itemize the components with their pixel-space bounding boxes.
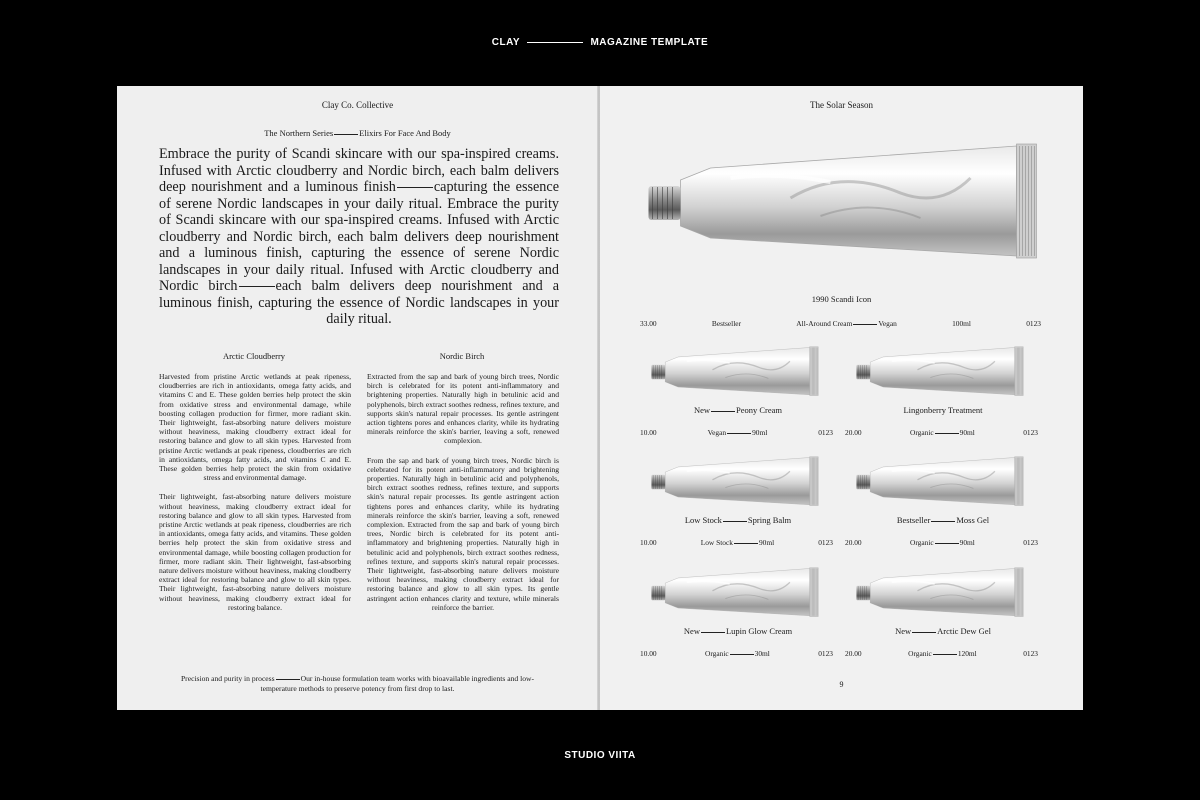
product-meta-row (640, 428, 833, 437)
em-dash (276, 679, 300, 680)
studio-credit: STUDIO VIITA (564, 750, 636, 761)
em-dash (853, 324, 877, 325)
page-title: The Solar Season (810, 100, 873, 110)
em-dash (730, 654, 754, 655)
em-dash (723, 521, 747, 522)
product-meta-row (845, 649, 1038, 658)
product-price: 20.00 (845, 538, 862, 547)
hero-tag: Bestseller (711, 319, 742, 328)
column-cloudberry (159, 372, 351, 622)
product-name-right: Lingonberry Treatment (903, 405, 983, 415)
lead-part-1: Embrace the purity of Scandi skincare with our spa-inspired creams. Infused with Arctic cloudberry and Nordic birch, each balm delivers deep nourishment and a luminous finish (159, 146, 559, 195)
product-tube-icon (648, 565, 820, 621)
page-header (0, 37, 1200, 48)
product-attributes (910, 428, 975, 437)
product-name-right: Moss Gel (956, 515, 990, 525)
product-name (638, 515, 838, 525)
hero-meta-row (640, 319, 1041, 328)
em-dash (239, 286, 275, 287)
product-name-left: New (693, 405, 710, 415)
product-attr-right: 90ml (959, 538, 975, 547)
product-tube-icon (853, 565, 1025, 621)
cloudberry-paragraph-1: Harvested from pristine Arctic wetlands at peak ripeness, cloudberries are rich in antioxidants, omega fatty acids, and vitamins C and E. These golden berries help protect the skin from oxidative stress and environmental damage, while boosting collagen production for firmer, more radiant skin. Their lightweight, fast-absorbing nature delivers moisture without heaviness, making cloudberry extract ideal for restoring balance and glow to all skin types. Harvested from pristine Arctic wetlands at peak ripeness, cloudberries are rich in antioxidants, omega fatty acids, and vitamins C and E. These golden berries help protect the skin from oxidative stress and environmental damage. (159, 372, 351, 483)
em-dash (711, 411, 735, 412)
cloudberry-paragraph-2: Their lightweight, fast-absorbing nature delivers moisture without heaviness, making cloudberry extract ideal for restoring balance and glow to all skin types. Harvested from pristine Arctic wetlands at peak ripeness, cloudberries are rich in antioxidants, omega fatty acids, and vitamins. These golden berries help protect the skin from oxidative stress and environmental damage, while boosting collagen production for firmer, more radiant skin. Their lightweight, fast-absorbing nature delivers moisture without heaviness, making cloudberry extract ideal for restoring balance and glow to all skin types. Their lightweight, fast-absorbing nature delivers moisture without heaviness, making cloudberry extract ideal for restoring balance. (159, 492, 351, 612)
column-title-cloudberry: Arctic Cloudberry (222, 351, 286, 361)
header-subtitle: MAGAZINE TEMPLATE (590, 37, 709, 48)
product-tube-icon (648, 454, 820, 510)
hero-desc-right: Vegan (878, 319, 897, 328)
product-name-left: Bestseller (896, 515, 931, 525)
em-dash (935, 433, 959, 434)
product-name-right: Arctic Dew Gel (937, 626, 991, 636)
lead-part-2: capturing the essence of serene Nordic landscapes in your daily ritual. Embrace the purity of Scandi skincare with our spa-inspired creams. Infused with Arctic cloudberry and Nordic birch, each balm delivers deep nourishment and a luminous finish, capturing the essence of serene Nordic landscapes in your daily ritual. Infused with Arctic cloudberry and Nordic birch (159, 179, 559, 294)
product-attr-left: Organic (909, 538, 934, 547)
product-attr-right: 90ml (959, 428, 975, 437)
product-price: 10.00 (640, 428, 657, 437)
em-dash (334, 134, 358, 135)
product-code: 0123 (1023, 649, 1038, 658)
hero-caption: 1990 Scandi Icon (811, 294, 872, 304)
product-name (843, 405, 1043, 415)
em-dash (727, 433, 751, 434)
product-attr-left: Low Stock (700, 538, 733, 547)
product-attr-right: 30ml (754, 649, 770, 658)
series-right: Elixirs For Face And Body (359, 128, 451, 138)
product-meta-row (640, 649, 833, 658)
em-dash (931, 521, 955, 522)
product-attributes (705, 649, 770, 658)
product-attr-left: Vegan (707, 428, 727, 437)
product-name-left: New (895, 626, 912, 636)
series-left: The Northern Series (264, 128, 334, 138)
header-rule (527, 42, 583, 43)
product-price: 20.00 (845, 428, 862, 437)
product-attributes (708, 428, 768, 437)
lead-paragraph (159, 146, 559, 328)
product-price: 20.00 (845, 649, 862, 658)
product-price: 10.00 (640, 649, 657, 658)
product-name-left: Low Stock (684, 515, 722, 525)
hero-size: 100ml (952, 319, 971, 328)
left-page (117, 86, 598, 710)
product-name (843, 515, 1043, 525)
product-name (843, 626, 1043, 636)
product-code: 0123 (1023, 538, 1038, 547)
product-attr-left: Organic (909, 428, 934, 437)
product-attr-left: Organic (908, 649, 932, 658)
hero-desc (796, 319, 897, 328)
closing-title: Precision and purity in process (180, 674, 275, 683)
product-name-left: New (683, 626, 700, 636)
product-attributes (910, 538, 975, 547)
lead-part-3: each balm delivers deep nourishment and a luminous finish, capturing the essence of Nordic landscapes in your daily ritual. (159, 278, 559, 327)
birch-paragraph-1: Extracted from the sap and bark of young birch trees, Nordic birch is celebrated for its potent anti-inflammatory and brightening properties. Naturally high in betulinic acid and polyphenols, birch extract soothes redness, refines texture, and supports skin's natural repair processes. Its gentle astringent action tightens pores and enhances clarity, while its hydrating minerals reinforce the skin's barrier, leaving a soft, renewed complexion. (367, 372, 559, 446)
hero-price: 33.00 (640, 319, 657, 328)
product-code: 0123 (818, 428, 833, 437)
product-name-right: Spring Balm (747, 515, 792, 525)
birch-paragraph-2: From the sap and bark of young birch trees, Nordic birch is celebrated for its potent anti-inflammatory and brightening properties. Naturally high in betulinic acid and polyphenols, birch extract soothes redness, refines texture, and supports skin's natural repair processes. Its gentle astringent action tightens pores and enhances clarity, while its hydrating minerals reinforce the skin's barrier, leaving a soft, renewed complexion. Extracted from the sap and bark of young birch trees, Nordic birch is celebrated for its potent anti-inflammatory and brightening properties. Naturally high in betulinic acid and polyphenols, birch extract soothes redness, refines texture, and supports skin's natural repair processes. Their lightweight, fast-absorbing nature delivers moisture without heaviness, making cloudberry extract ideal for restoring balance and glow to all skin types. Its gentle astringent action enhances clarity and texture, while minerals reinforce the barrier. (367, 455, 559, 612)
product-code: 0123 (818, 538, 833, 547)
product-name-right: Peony Cream (736, 405, 783, 415)
em-dash (935, 543, 959, 544)
header-brand: CLAY (491, 37, 520, 48)
product-meta-row (640, 538, 833, 547)
em-dash (701, 632, 725, 633)
column-birch (367, 372, 559, 622)
column-title-birch: Nordic Birch (439, 351, 485, 361)
product-attributes (701, 538, 774, 547)
em-dash (734, 543, 758, 544)
hero-tube-icon (638, 138, 1043, 268)
em-dash (933, 654, 957, 655)
product-attr-right: 120ml (957, 649, 977, 658)
product-tube-icon (648, 344, 820, 400)
product-attributes (908, 649, 977, 658)
hero-desc-left: All-Around Cream (796, 319, 853, 328)
right-page (600, 86, 1083, 710)
page-number: 9 (839, 680, 844, 689)
hero-code: 0123 (1026, 319, 1041, 328)
product-meta-row (845, 538, 1038, 547)
brand-name: Clay Co. Collective (321, 100, 394, 110)
product-tube-icon (853, 454, 1025, 510)
product-code: 0123 (1023, 428, 1038, 437)
product-attr-right: 90ml (752, 428, 768, 437)
product-meta-row (845, 428, 1038, 437)
product-tube-icon (853, 344, 1025, 400)
series-line (117, 128, 598, 138)
em-dash (397, 187, 433, 188)
product-attr-left: Organic (704, 649, 729, 658)
product-name (638, 626, 838, 636)
product-name-right: Lupin Glow Cream (725, 626, 793, 636)
closing-text: Our in-house formulation team works with bioavailable ingredients and low-temperature methods to preserve potency from first drop to last. (260, 674, 535, 693)
product-code: 0123 (818, 649, 833, 658)
product-name (638, 405, 838, 415)
product-price: 10.00 (640, 538, 657, 547)
closing-note (177, 674, 538, 694)
em-dash (912, 632, 936, 633)
product-attr-right: 90ml (758, 538, 775, 547)
